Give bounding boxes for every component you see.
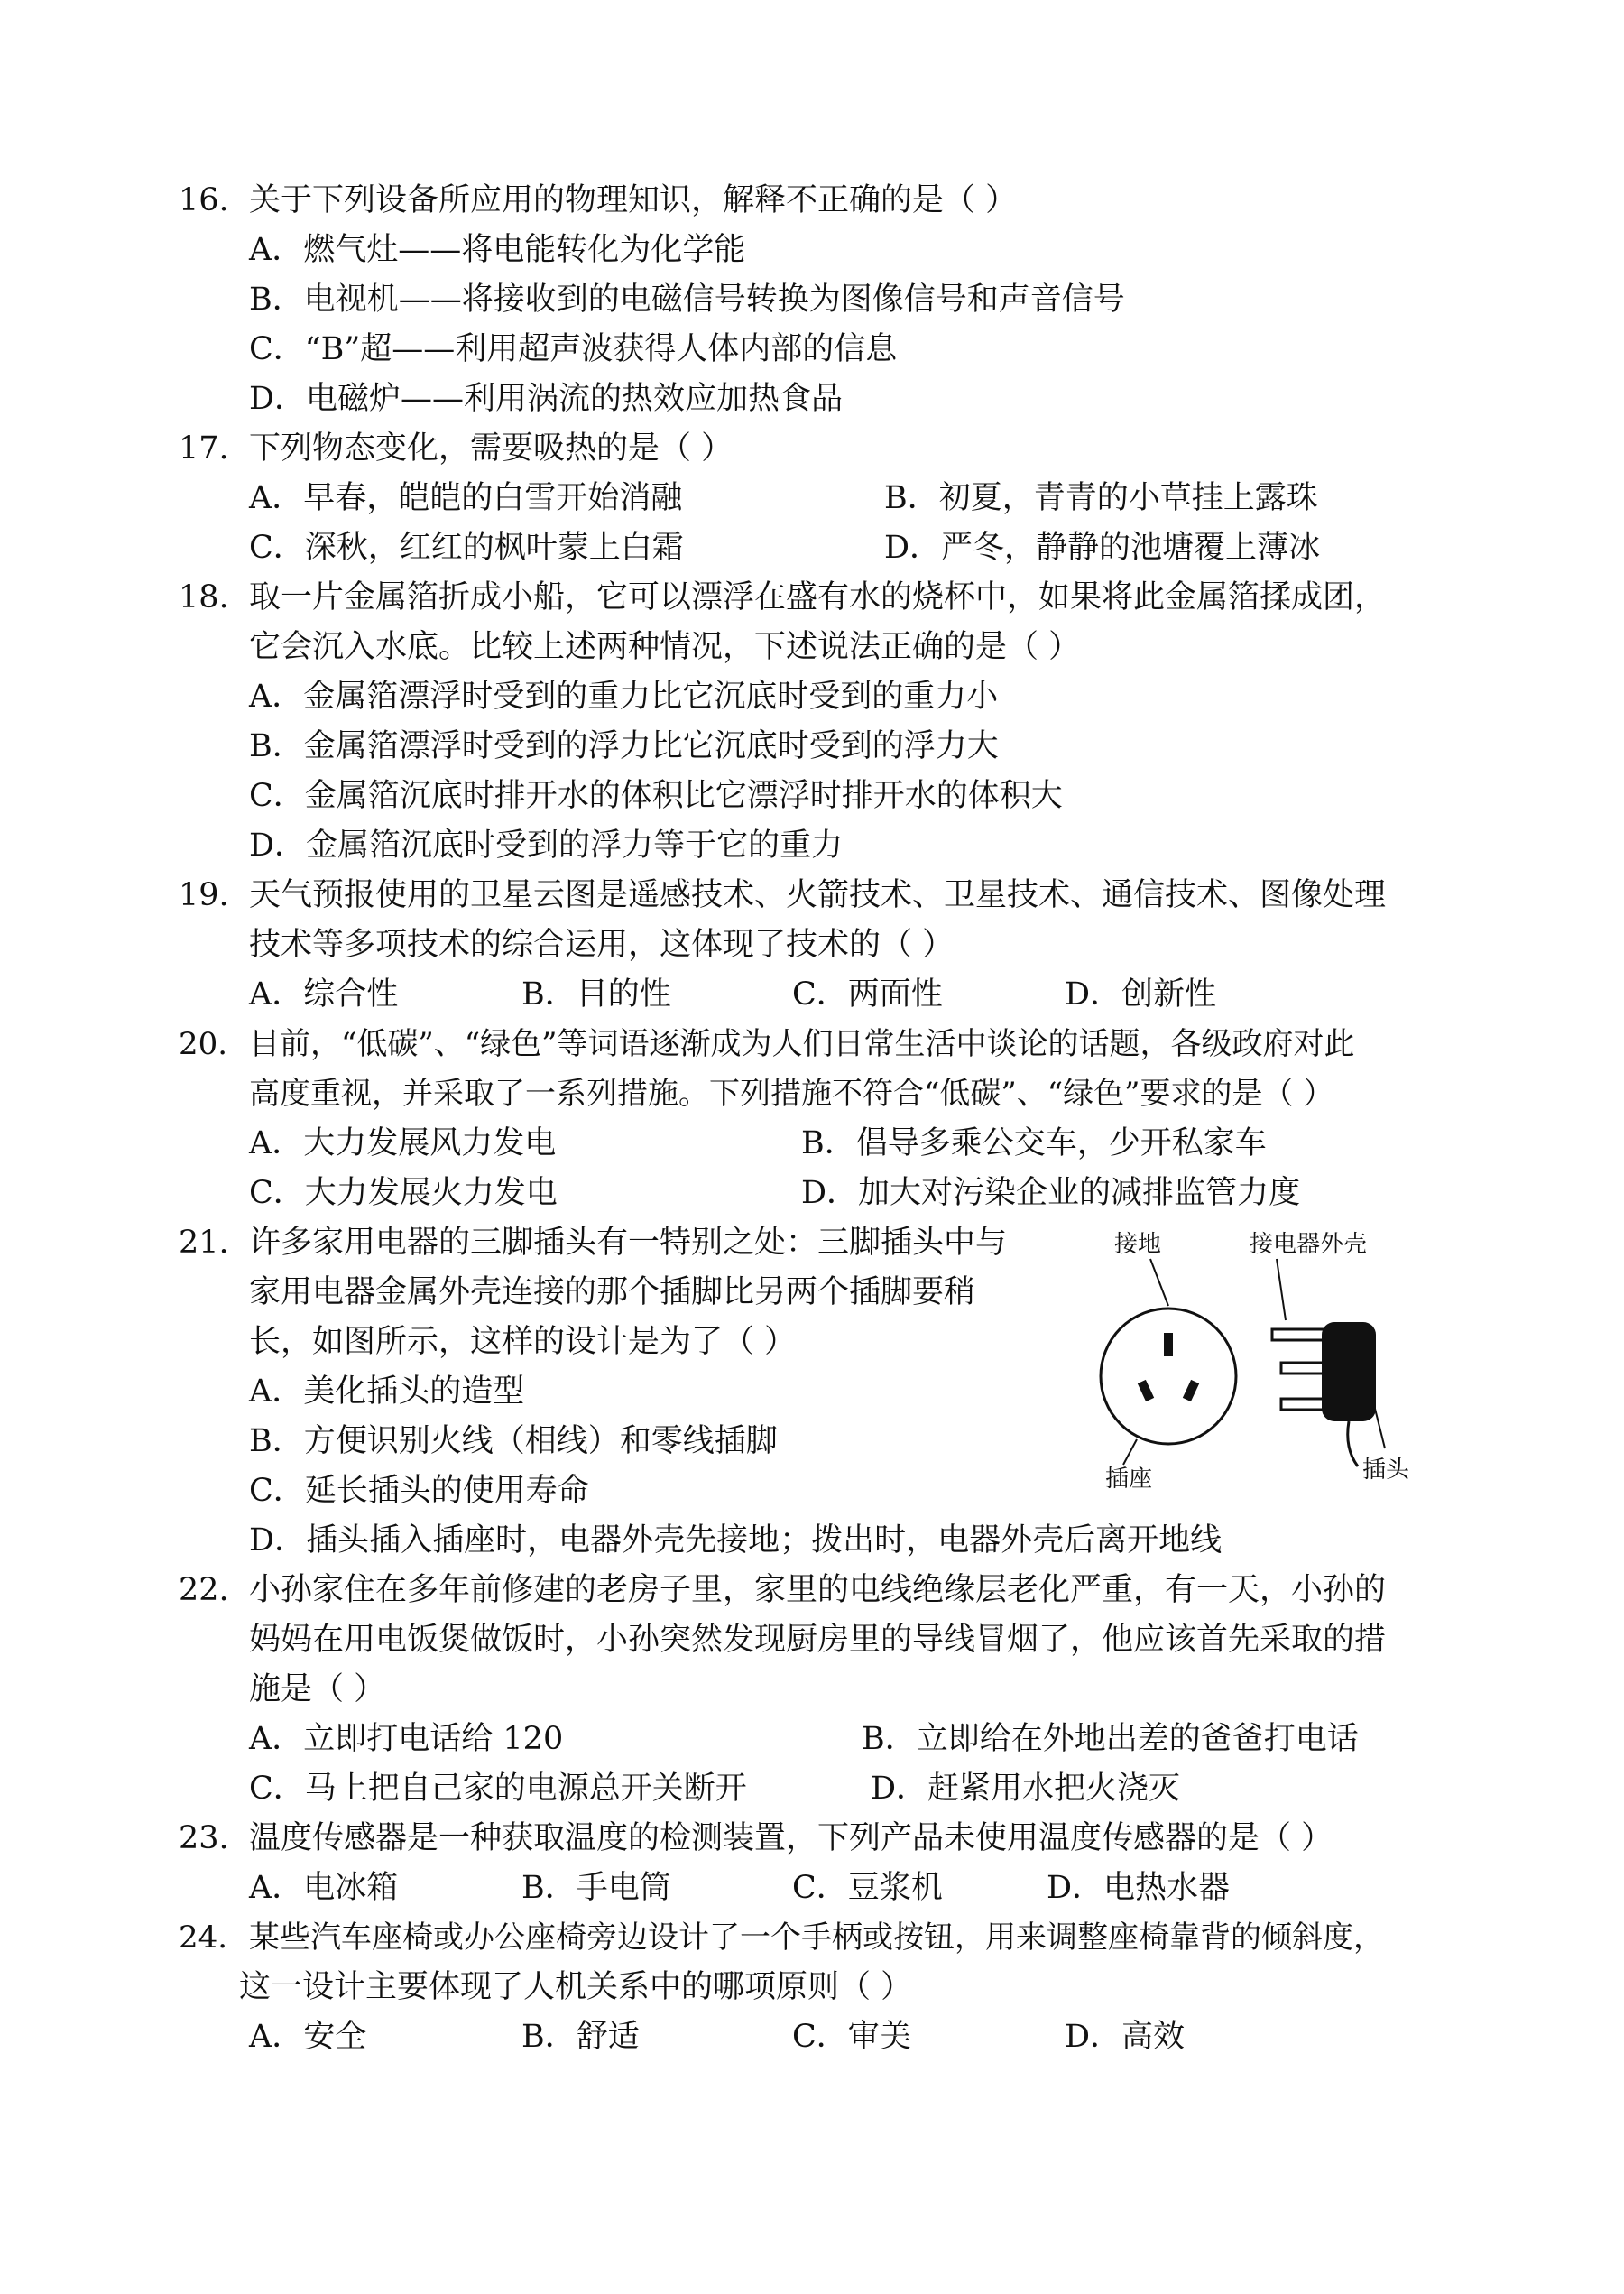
- socket-icon: [1101, 1309, 1236, 1444]
- question-22-option-b: B．立即给在外地出差的爸爸打电话: [862, 1721, 1359, 1757]
- question-19-stem-1: 19. 天气预报使用的卫星云图是遥感技术、火箭技术、卫星技术、通信技术、图像处理: [179, 877, 1387, 913]
- question-16-option-a: A．燃气灶——将电能转化为化学能: [249, 232, 746, 268]
- question-20-option-c: C．大力发展火力发电: [249, 1175, 558, 1211]
- figure-label-shell: 接电器外壳: [1250, 1231, 1368, 1258]
- question-19-option-b: B．目的性: [521, 976, 671, 1013]
- question-21-option-b: B．方便识别火线（相线）和零线插脚: [249, 1423, 778, 1459]
- question-23-option-a: A．电冰箱: [249, 1870, 399, 1906]
- question-18-option-b: B．金属箔漂浮时受到的浮力比它沉底时受到的浮力大: [249, 728, 999, 764]
- question-16-option-d: D．电磁炉——利用涡流的热效应加热食品: [249, 381, 844, 417]
- question-19-option-c: C．两面性: [792, 976, 943, 1013]
- figure-label-socket: 插座: [1105, 1466, 1153, 1493]
- question-17-option-d: D．严冬，静静的池塘覆上薄冰: [884, 530, 1321, 566]
- question-21-stem-3: 长，如图所示，这样的设计是为了（ ）: [249, 1324, 797, 1360]
- question-20-option-a: A．大力发展风力发电: [249, 1125, 557, 1161]
- question-18-option-a: A．金属箔漂浮时受到的重力比它沉底时受到的重力小: [249, 679, 999, 715]
- figure-label-ground: 接地: [1114, 1231, 1162, 1258]
- question-23-option-c: C．豆浆机: [792, 1870, 943, 1906]
- plug-icon: [1272, 1322, 1376, 1466]
- question-24-option-c: C．审美: [792, 2019, 911, 2055]
- question-18-stem-1: 18. 取一片金属箔折成小船，它可以漂浮在盛有水的烧杯中，如果将此金属箔揉成团，: [179, 579, 1387, 615]
- question-18-stem-2: 它会沉入水底。比较上述两种情况，下述说法正确的是（ ）: [249, 629, 1081, 665]
- question-24-stem-2: 这一设计主要体现了人机关系中的哪项原则（ ）: [239, 1969, 913, 2005]
- question-16-stem: 16. 关于下列设备所应用的物理知识，解释不正确的是（ ）: [179, 182, 1018, 218]
- question-24-stem-1: 24. 某些汽车座椅或办公座椅旁边设计了一个手柄或按钮，用来调整座椅靠背的倾斜度，: [179, 1919, 1384, 1956]
- question-24-option-b: B．舒适: [521, 2019, 640, 2055]
- question-24-option-a: A．安全: [249, 2019, 367, 2055]
- question-16-option-c: C．“B”超——利用超声波获得人体内部的信息: [249, 331, 898, 367]
- question-22-stem-3: 施是（ ）: [249, 1671, 386, 1707]
- question-21-stem-1: 21. 许多家用电器的三脚插头有一特别之处：三脚插头中与: [179, 1225, 1008, 1261]
- question-21-stem-2: 家用电器金属外壳连接的那个插脚比另两个插脚要稍: [249, 1274, 976, 1310]
- question-21-option-a: A．美化插头的造型: [249, 1374, 525, 1410]
- question-23-option-b: B．手电筒: [521, 1870, 671, 1906]
- question-21-option-d: D．插头插入插座时，电器外壳先接地；拨出时，电器外壳后离开地线: [249, 1522, 1223, 1559]
- question-17-option-c: C．深秋，红红的枫叶蒙上白霜: [249, 530, 684, 566]
- question-23-stem: 23. 温度传感器是一种获取温度的检测装置，下列产品未使用温度传感器的是（ ）: [179, 1820, 1333, 1856]
- question-20-option-d: D．加大对污染企业的减排监管力度: [801, 1175, 1301, 1211]
- question-20-option-b: B．倡导多乘公交车，少开私家车: [801, 1125, 1267, 1161]
- question-22-stem-1: 22. 小孙家住在多年前修建的老房子里，家里的电线绝缘层老化严重，有一天，小孙的: [179, 1572, 1387, 1608]
- question-19-stem-2: 技术等多项技术的综合运用，这体现了技术的（ ）: [249, 927, 955, 963]
- figure-label-plug: 插头: [1362, 1457, 1410, 1484]
- question-19-option-a: A．综合性: [249, 976, 399, 1013]
- question-18-option-c: C．金属箔沉底时排开水的体积比它漂浮时排开水的体积大: [249, 778, 1063, 814]
- question-20-stem-1: 20. 目前，“低碳”、“绿色”等词语逐渐成为人们日常生活中谈论的话题，各级政府对此: [179, 1026, 1355, 1062]
- question-24-option-d: D．高效: [1065, 2019, 1186, 2055]
- question-22-option-a: A．立即打电话给 120: [249, 1721, 564, 1757]
- question-17-option-b: B．初夏，青青的小草挂上露珠: [884, 480, 1318, 516]
- question-21-option-c: C．延长插头的使用寿命: [249, 1473, 589, 1509]
- question-17-option-a: A．早春，皑皑的白雪开始消融: [249, 480, 683, 516]
- question-20-stem-2: 高度重视，并采取了一系列措施。下列措施不符合“低碳”、“绿色”要求的是（ ）: [249, 1076, 1334, 1112]
- question-22-option-c: C．马上把自己家的电源总开关断开: [249, 1771, 747, 1807]
- question-22-option-d: D．赶紧用水把火浇灭: [871, 1771, 1181, 1807]
- question-18-option-d: D．金属箔沉底时受到的浮力等于它的重力: [249, 828, 844, 864]
- question-23-option-d: D．电热水器: [1047, 1870, 1231, 1906]
- question-16-option-b: B．电视机——将接收到的电磁信号转换为图像信号和声音信号: [249, 282, 1125, 318]
- socket-plug-figure: [1087, 1223, 1421, 1494]
- question-19-option-d: D．创新性: [1065, 976, 1217, 1013]
- question-22-stem-2: 妈妈在用电饭煲做饭时，小孙突然发现厨房里的导线冒烟了，他应该首先采取的措: [249, 1622, 1387, 1658]
- question-17-stem: 17. 下列物态变化，需要吸热的是（ ）: [179, 430, 734, 467]
